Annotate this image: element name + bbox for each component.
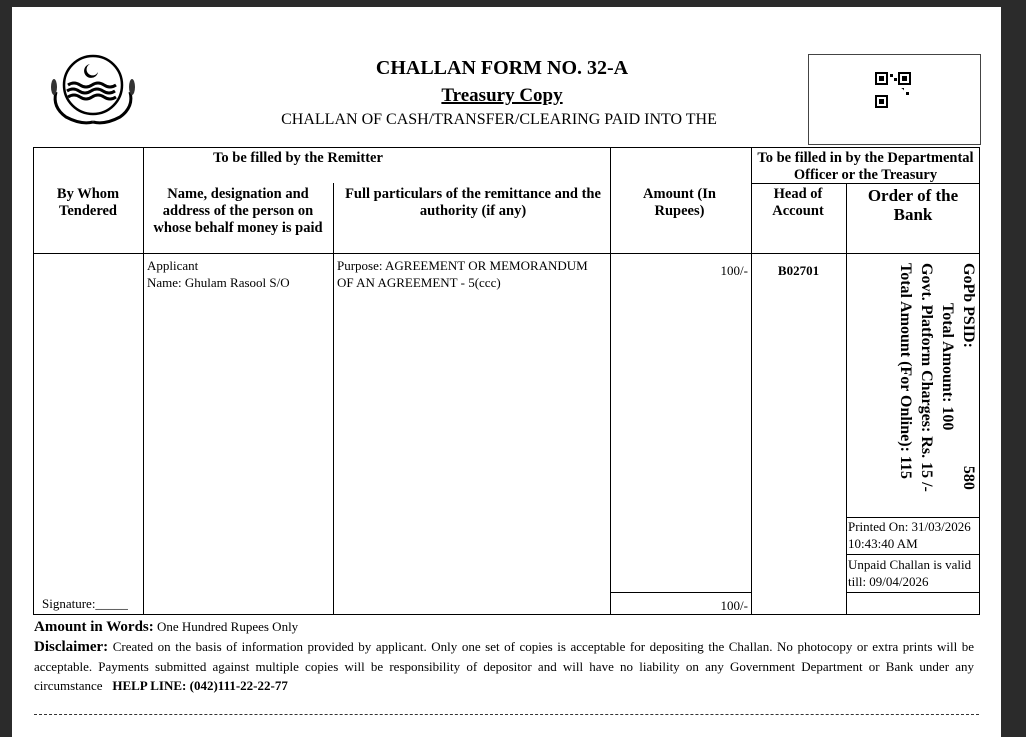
head-of-account-value: B02701 [777,263,820,278]
total-online-amount: Total Amount (For Online): 115 [897,263,914,480]
psid-line: GoPb PSID:580 [960,263,977,490]
form-subtitle: CHALLAN OF CASH/TRANSFER/CLEARING PAID INTO THE [281,111,717,128]
challan-validity: Unpaid Challan is valid till: 09/04/2026 [848,557,972,589]
copy-label: Treasury Copy [441,85,563,106]
platform-charges: Govt. Platform Charges: Rs. 15 /- [918,263,935,492]
col-name-designation: Name, designation and address of the person on whose behalf money is paid [153,186,323,236]
col-amount: Amount (In Rupees) [643,186,716,219]
remittance-particulars: Purpose: AGREEMENT OR MEMORANDUM OF AN AGREEMENT - 5(ccc) [337,258,588,290]
amount-value: 100/- [720,263,748,278]
challan-page [12,7,1001,737]
applicant-name: Name: Ghulam Rasool S/O [147,275,290,290]
col-head-of-account: Head of Account [772,186,824,219]
form-title: CHALLAN FORM NO. 32-A [375,57,629,79]
remitter-group-header: To be filled by the Remitter [213,150,383,166]
col-order-of-bank: Order of the Bank [867,186,959,224]
qr-code-icon [875,72,911,108]
signature-label: Signature:_____ [42,596,128,611]
amount-in-words: Amount in Words: One Hundred Rupees Only [34,619,299,635]
bank-total-amount: Total Amount: 100 [939,303,956,431]
printed-on: Printed On: 31/03/2026 10:43:40 AM [848,519,971,551]
qr-code-box [808,54,981,145]
total-amount-value: 100/- [720,598,748,613]
department-group-header: To be filled in by the Departmental Officer or the Treasury [757,150,974,183]
disclaimer: Disclaimer: Created on the basis of information provided by applicant. Only one set of copies is acceptable for depositing the Challan. No photocopy or extra prints will be acceptable. Payments submitted against multiple copies will be responsibility of depositor and will have no liability on any Government Department or Bank under any circumstance HELP LINE: (042)111-22-22-77 [34,639,974,693]
helpline: HELP LINE: (042)111-22-22-77 [112,678,288,693]
applicant-label: Applicant [147,258,199,273]
col-by-whom-tendered: By Whom Tendered [56,186,120,219]
col-particulars: Full particulars of the remittance and the authority (if any) [345,186,601,219]
bank-order-details [847,263,979,513]
cut-line-divider [34,714,979,715]
